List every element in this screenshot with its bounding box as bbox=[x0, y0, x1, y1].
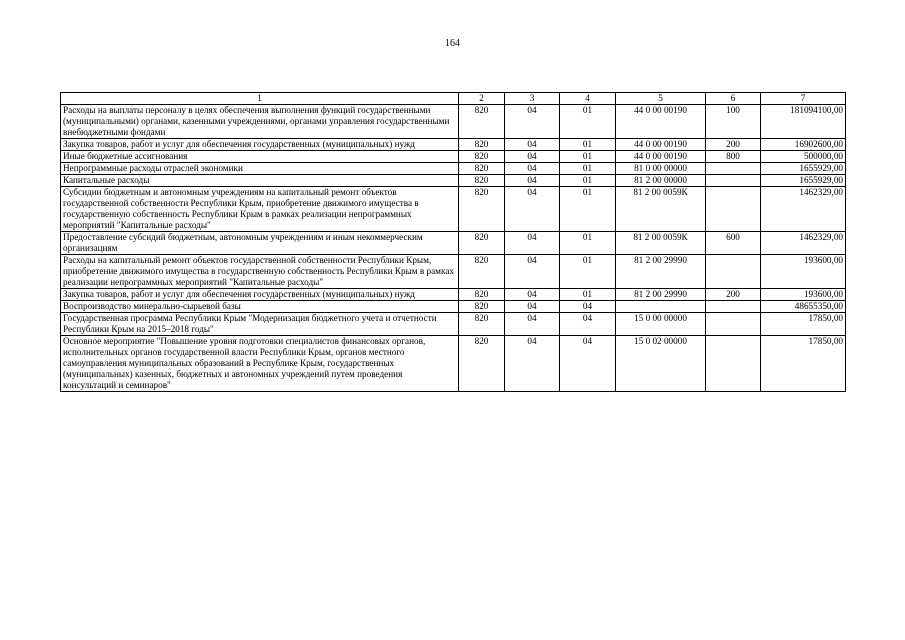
cell-csr: 81 2 00 00000 bbox=[616, 175, 706, 187]
cell-sum: 17850,00 bbox=[761, 336, 846, 392]
table-row bbox=[61, 336, 846, 392]
cell-csr: 81 2 00 29990 bbox=[616, 255, 706, 289]
cell-vr bbox=[706, 163, 761, 175]
page-number: 164 bbox=[445, 38, 460, 49]
cell-pr: 01 bbox=[560, 139, 616, 151]
cell-csr: 44 0 00 00190 bbox=[616, 139, 706, 151]
cell-pr: 01 bbox=[560, 105, 616, 139]
cell-csr: 44 0 00 00190 bbox=[616, 105, 706, 139]
table-row bbox=[61, 187, 846, 232]
cell-gr: 820 bbox=[459, 289, 505, 301]
cell-sum: 1655929,00 bbox=[761, 175, 846, 187]
cell-sum: 193600,00 bbox=[761, 289, 846, 301]
cell-csr: 15 0 00 00000 bbox=[616, 313, 706, 336]
cell-gr: 820 bbox=[459, 301, 505, 313]
cell-name: Основное мероприятие "Повышение уровня подготовки специалистов финансовых органов, исполнительных органов государственной власти Республики Крым, органов местного самоуправления муниципальных образований в Республике Крым, государственных (муниципальных) казенных, бюджетных и автономных учреждений путем проведения консультаций и семинаров" bbox=[61, 336, 459, 392]
cell-name: Государственная программа Республики Крым "Модернизация бюджетного учета и отчетности Республики Крым на 2015–2018 годы" bbox=[61, 313, 459, 336]
cell-csr: 81 2 00 29990 bbox=[616, 289, 706, 301]
cell-sum: 17850,00 bbox=[761, 313, 846, 336]
budget-table bbox=[60, 92, 846, 392]
cell-pr: 01 bbox=[560, 175, 616, 187]
cell-pr: 01 bbox=[560, 255, 616, 289]
cell-rz: 04 bbox=[505, 301, 560, 313]
cell-csr bbox=[616, 301, 706, 313]
cell-vr: 800 bbox=[706, 151, 761, 163]
cell-name: Закупка товаров, работ и услуг для обеспечения государственных (муниципальных) нужд bbox=[61, 139, 459, 151]
cell-gr: 820 bbox=[459, 336, 505, 392]
cell-csr: 81 2 00 0059К bbox=[616, 232, 706, 255]
cell-csr: 15 0 02 00000 bbox=[616, 336, 706, 392]
cell-rz: 04 bbox=[505, 163, 560, 175]
table-row bbox=[61, 289, 846, 301]
cell-rz: 04 bbox=[505, 151, 560, 163]
cell-sum: 16902600,00 bbox=[761, 139, 846, 151]
cell-vr: 200 bbox=[706, 139, 761, 151]
cell-rz: 04 bbox=[505, 187, 560, 232]
cell-gr: 820 bbox=[459, 139, 505, 151]
cell-name: Расходы на выплаты персоналу в целях обеспечения выполнения функций государственными (муниципальными) органами, казенными учреждениями, органами управления государственными внебюджетными фондами bbox=[61, 105, 459, 139]
cell-sum: 1462329,00 bbox=[761, 187, 846, 232]
cell-vr bbox=[706, 187, 761, 232]
cell-pr: 04 bbox=[560, 313, 616, 336]
cell-csr: 81 0 00 00000 bbox=[616, 163, 706, 175]
cell-sum: 1655929,00 bbox=[761, 163, 846, 175]
cell-vr bbox=[706, 313, 761, 336]
cell-sum: 193600,00 bbox=[761, 255, 846, 289]
table-row bbox=[61, 105, 846, 139]
cell-pr: 01 bbox=[560, 187, 616, 232]
cell-pr: 01 bbox=[560, 151, 616, 163]
cell-gr: 820 bbox=[459, 151, 505, 163]
table-row bbox=[61, 255, 846, 289]
cell-sum: 1462329,00 bbox=[761, 232, 846, 255]
column-header: 4 bbox=[560, 93, 616, 105]
column-header: 2 bbox=[459, 93, 505, 105]
cell-csr: 81 2 00 0059К bbox=[616, 187, 706, 232]
cell-rz: 04 bbox=[505, 255, 560, 289]
column-header: 1 bbox=[61, 93, 459, 105]
cell-name: Расходы на капитальный ремонт объектов государственной собственности Республики Крым, приобретение движимого имущества в государственную собственность Республики Крым в рамках реализации непрограммных мероприятий "Капитальные расходы" bbox=[61, 255, 459, 289]
header-row bbox=[61, 93, 846, 105]
cell-rz: 04 bbox=[505, 313, 560, 336]
cell-vr: 600 bbox=[706, 232, 761, 255]
cell-sum: 48655350,00 bbox=[761, 301, 846, 313]
column-header: 5 bbox=[616, 93, 706, 105]
table-row bbox=[61, 151, 846, 163]
table-row bbox=[61, 139, 846, 151]
cell-rz: 04 bbox=[505, 139, 560, 151]
cell-pr: 01 bbox=[560, 289, 616, 301]
cell-name: Непрограммные расходы отраслей экономики bbox=[61, 163, 459, 175]
cell-pr: 04 bbox=[560, 336, 616, 392]
cell-pr: 01 bbox=[560, 232, 616, 255]
cell-rz: 04 bbox=[505, 105, 560, 139]
cell-vr bbox=[706, 301, 761, 313]
table-row bbox=[61, 163, 846, 175]
cell-csr: 44 0 00 00190 bbox=[616, 151, 706, 163]
cell-rz: 04 bbox=[505, 289, 560, 301]
cell-name: Закупка товаров, работ и услуг для обеспечения государственных (муниципальных) нужд bbox=[61, 289, 459, 301]
table-row bbox=[61, 313, 846, 336]
cell-gr: 820 bbox=[459, 232, 505, 255]
table-row bbox=[61, 301, 846, 313]
cell-vr bbox=[706, 336, 761, 392]
cell-rz: 04 bbox=[505, 232, 560, 255]
cell-sum: 500000,00 bbox=[761, 151, 846, 163]
cell-gr: 820 bbox=[459, 187, 505, 232]
cell-sum: 181094100,00 bbox=[761, 105, 846, 139]
column-header: 3 bbox=[505, 93, 560, 105]
cell-vr bbox=[706, 255, 761, 289]
cell-gr: 820 bbox=[459, 105, 505, 139]
cell-name: Иные бюджетные ассигнования bbox=[61, 151, 459, 163]
table-row bbox=[61, 175, 846, 187]
cell-gr: 820 bbox=[459, 313, 505, 336]
cell-name: Воспроизводство минерально-сырьевой базы bbox=[61, 301, 459, 313]
cell-rz: 04 bbox=[505, 336, 560, 392]
cell-rz: 04 bbox=[505, 175, 560, 187]
cell-gr: 820 bbox=[459, 163, 505, 175]
cell-pr: 01 bbox=[560, 163, 616, 175]
column-header: 7 bbox=[761, 93, 846, 105]
cell-gr: 820 bbox=[459, 255, 505, 289]
cell-gr: 820 bbox=[459, 175, 505, 187]
column-header: 6 bbox=[706, 93, 761, 105]
cell-vr bbox=[706, 175, 761, 187]
cell-name: Субсидии бюджетным и автономным учреждениям на капитальный ремонт объектов государственной собственности Республики Крым, приобретение движимого имущества в государственную собственность Республики Крым в рамках реализации непрограммных мероприятий "Капитальные расходы" bbox=[61, 187, 459, 232]
cell-name: Капитальные расходы bbox=[61, 175, 459, 187]
cell-pr: 04 bbox=[560, 301, 616, 313]
table-row bbox=[61, 232, 846, 255]
cell-vr: 200 bbox=[706, 289, 761, 301]
cell-vr: 100 bbox=[706, 105, 761, 139]
cell-name: Предоставление субсидий бюджетным, автономным учреждениям и иным некоммерческим организациям bbox=[61, 232, 459, 255]
